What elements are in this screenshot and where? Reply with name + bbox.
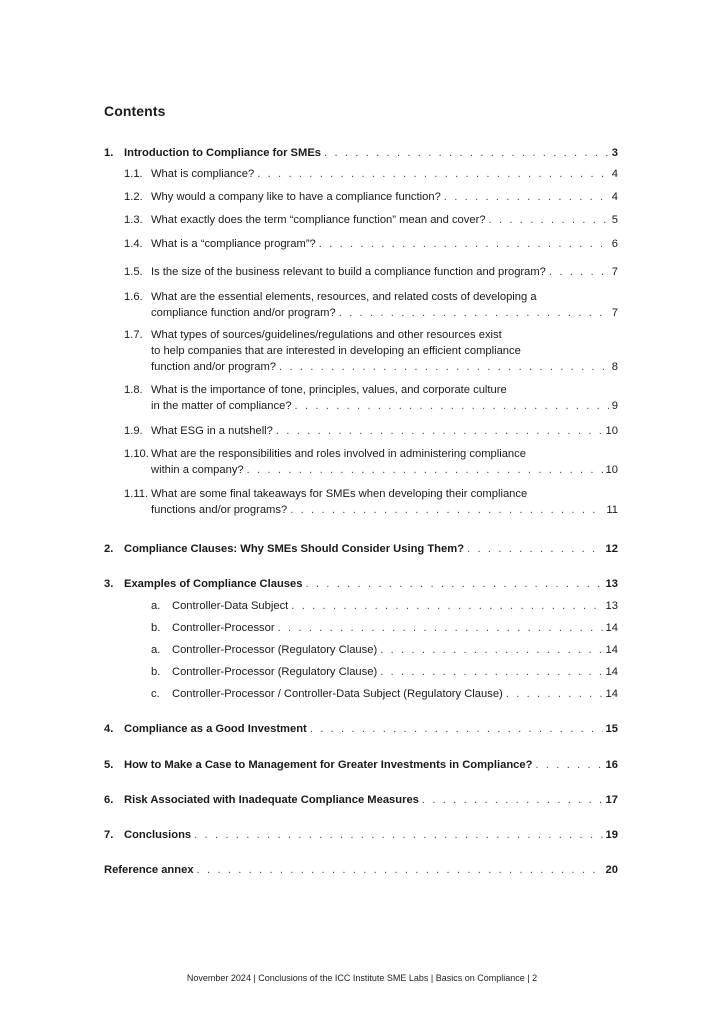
toc-title: What types of sources/guidelines/regulations and other resources exist xyxy=(151,329,502,341)
dot-leader xyxy=(194,827,602,843)
toc-title: What exactly does the term “compliance function” mean and cover? xyxy=(151,214,486,226)
toc-page-number: 14 xyxy=(605,688,618,700)
toc-title: Reference annex xyxy=(104,864,194,876)
toc-page-number: 15 xyxy=(605,723,618,735)
toc-number: 1.9. xyxy=(124,425,143,437)
toc-page-number: 5 xyxy=(611,214,618,226)
toc-page-number: 13 xyxy=(605,600,618,612)
toc-title: Compliance as a Good Investment xyxy=(124,723,307,735)
toc-page-number: 4 xyxy=(611,191,618,203)
dot-leader xyxy=(290,502,603,518)
toc-title: What is a “compliance program”? xyxy=(151,238,316,250)
toc-title: What are the responsibilities and roles involved in administering compliance xyxy=(151,448,526,460)
toc-number: 1.11. xyxy=(124,488,149,500)
toc-title: Examples of Compliance Clauses xyxy=(124,578,303,590)
toc-title: function and/or program? xyxy=(151,361,277,373)
toc-page-number: 10 xyxy=(605,464,618,476)
dot-leader xyxy=(380,664,602,680)
toc-number: 2. xyxy=(104,543,114,555)
toc-page-number: 10 xyxy=(605,425,618,437)
toc-title: Conclusions xyxy=(124,829,192,841)
dot-leader xyxy=(295,398,609,414)
toc-title: within a company? xyxy=(151,464,244,476)
dot-leader xyxy=(467,541,603,557)
dot-leader xyxy=(506,686,603,702)
toc-page-number: 11 xyxy=(606,504,618,516)
toc-title: What is the importance of tone, principles, values, and corporate culture xyxy=(151,384,507,396)
toc-number: a. xyxy=(151,600,161,612)
toc-page-number: 14 xyxy=(605,644,618,656)
toc-number: 3. xyxy=(104,578,114,590)
toc-title: Why would a company like to have a compliance function? xyxy=(151,191,441,203)
toc-page-number: 8 xyxy=(611,361,618,373)
toc-title: Controller-Processor (Regulatory Clause) xyxy=(172,644,378,656)
toc-title: Controller-Processor / Controller-Data Subject (Regulatory Clause) xyxy=(172,688,503,700)
toc-title: Introduction to Compliance for SMEs xyxy=(124,147,322,159)
toc-number: b. xyxy=(151,622,161,634)
dot-leader xyxy=(444,189,609,205)
toc-number: 1.4. xyxy=(124,238,143,250)
toc-page-number: 12 xyxy=(605,543,618,555)
toc-number: 1.1. xyxy=(124,168,143,180)
toc-page-number: 7 xyxy=(611,307,618,319)
toc-title: Controller-Processor (Regulatory Clause) xyxy=(172,666,378,678)
toc-title: compliance function and/or program? xyxy=(151,307,336,319)
toc-title: Controller-Data Subject xyxy=(172,600,289,612)
toc-number: c. xyxy=(151,688,160,700)
toc-title: What is compliance? xyxy=(151,168,255,180)
dot-leader xyxy=(278,620,603,636)
toc-number: 4. xyxy=(104,723,114,735)
toc-number: b. xyxy=(151,666,161,678)
toc-number: 1.10. xyxy=(124,448,149,460)
toc-title: What are the essential elements, resources, and related costs of developing a xyxy=(151,291,537,303)
toc-title: Controller-Processor xyxy=(172,622,275,634)
toc-number: 1.2. xyxy=(124,191,143,203)
toc-title: in the matter of compliance? xyxy=(151,400,292,412)
toc-title: to help companies that are interested in developing an efficient compliance xyxy=(151,345,521,357)
toc-title: What ESG in a nutshell? xyxy=(151,425,273,437)
dot-leader xyxy=(257,166,609,182)
dot-leader xyxy=(279,359,609,375)
page-footer: November 2024 | Conclusions of the ICC Institute SME Labs | Basics on Compliance | 2 xyxy=(186,973,538,983)
dot-leader xyxy=(310,721,603,737)
toc-title: Risk Associated with Inadequate Compliance Measures xyxy=(124,794,419,806)
toc-page-number: 6 xyxy=(611,238,618,250)
toc-title: Is the size of the business relevant to build a compliance function and program? xyxy=(151,266,546,278)
toc-title: functions and/or programs? xyxy=(151,504,288,516)
page-title: Contents xyxy=(104,103,166,119)
dot-leader xyxy=(247,462,603,478)
toc-page-number: 13 xyxy=(605,578,618,590)
dot-leader xyxy=(339,305,609,321)
dot-leader xyxy=(305,576,602,592)
toc-page-number: 3 xyxy=(611,147,618,159)
toc-number: 1.3. xyxy=(124,214,143,226)
dot-leader xyxy=(422,792,603,808)
dot-leader xyxy=(324,145,609,161)
dot-leader xyxy=(276,423,603,439)
toc-number: 5. xyxy=(104,759,114,771)
toc-page-number: 4 xyxy=(611,168,618,180)
toc-page-number: 14 xyxy=(605,666,618,678)
dot-leader xyxy=(549,264,609,280)
toc-number: 1.5. xyxy=(124,266,143,278)
dot-leader xyxy=(535,757,602,773)
dot-leader xyxy=(489,212,609,228)
toc-page-number: 16 xyxy=(605,759,618,771)
toc-number: 1.8. xyxy=(124,384,143,396)
dot-leader xyxy=(291,598,602,614)
toc-page-number: 7 xyxy=(611,266,618,278)
toc-number: 1.7. xyxy=(124,329,143,341)
toc-page-number: 19 xyxy=(605,829,618,841)
toc-page-number: 14 xyxy=(605,622,618,634)
toc-title: What are some final takeaways for SMEs when developing their compliance xyxy=(151,488,528,500)
toc-number: 1. xyxy=(104,147,114,159)
toc-title: Compliance Clauses: Why SMEs Should Consider Using Them? xyxy=(124,543,465,555)
toc-number: a. xyxy=(151,644,161,656)
toc-title: How to Make a Case to Management for Greater Investments in Compliance? xyxy=(124,759,533,771)
toc-page-number: 20 xyxy=(605,864,618,876)
toc-number: 7. xyxy=(104,829,114,841)
dot-leader xyxy=(380,642,602,658)
dot-leader xyxy=(319,236,609,252)
toc-number: 6. xyxy=(104,794,114,806)
toc-page-number: 17 xyxy=(605,794,618,806)
toc-number: 1.6. xyxy=(124,291,143,303)
dot-leader xyxy=(197,862,603,878)
toc-page-number: 9 xyxy=(611,400,618,412)
